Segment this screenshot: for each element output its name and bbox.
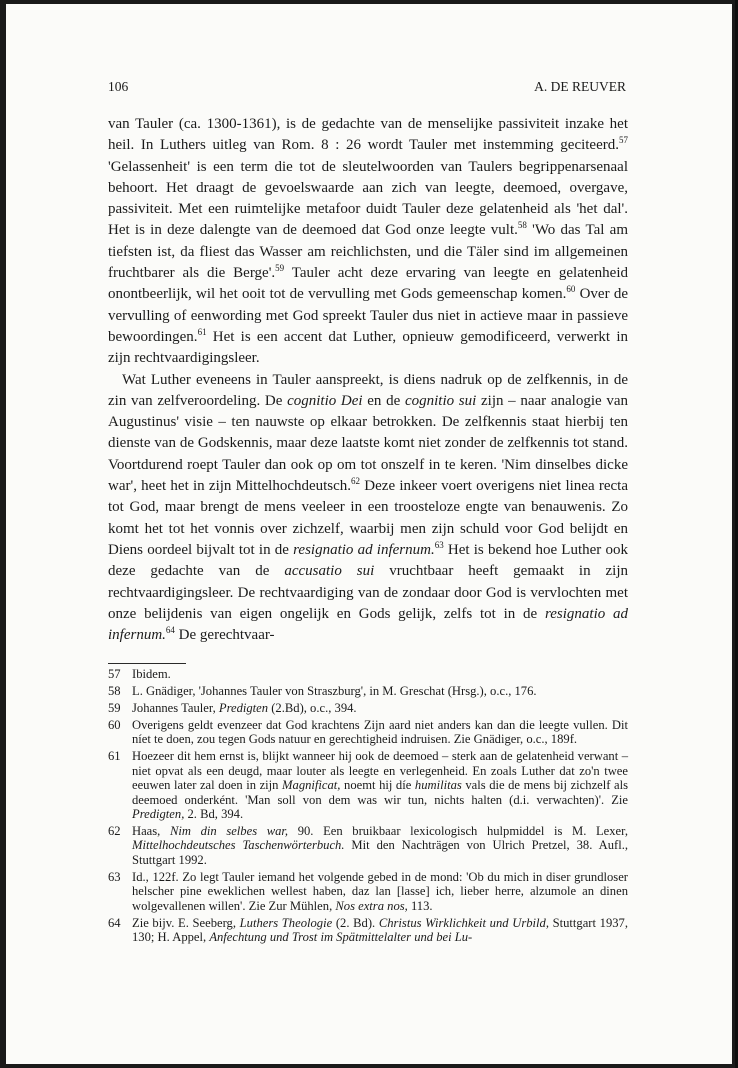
italic-run: resignatio ad infernum. (108, 605, 629, 644)
footnote-text (132, 749, 628, 821)
footnote-ref: 63 (434, 539, 444, 550)
text-run: Hoezeer dit hem ernst is, blijkt wanneer hij ook de deemoed – sterk aan de gelatenheid verwant – niet opvat als een deugd, maar louter als leegte en verlegenheid. En zoals Luther dat zo'n twee eeuwen later zal doen in zijn (132, 749, 628, 793)
italic-run: Magnificat, (282, 778, 341, 793)
text-run: Over de vervulling of eenwording met God spreekt Tauler dus niet in actieve maar in passieve bewoordingen. (108, 286, 628, 345)
italic-run: cognitio sui (404, 392, 477, 409)
footnote-number: 60 (108, 718, 121, 732)
text-run: (2. Bd). (332, 915, 379, 930)
footnote-ref: 61 (197, 326, 207, 337)
footnote-ref: 58 (517, 220, 527, 231)
footnote-number: 59 (108, 701, 121, 715)
footnote (108, 749, 628, 821)
text-run: 'Wo das Tal am tiefsten ist, da fliest das Wasser am reichlichsten, und die Täler sind im allgemeinen fruchtbarer als die Berge'. (108, 222, 629, 282)
italic-run: Luthers Theologie (239, 915, 333, 930)
footnote-text (132, 916, 628, 945)
text-run: Deze inkeer voert overigens niet linea recta tot God, maar brengt de mens veeleer in een troosteloze engte van benauwenis. Zo komt het tot het vonnis over zichzelf, waarbij men zijn schuld voor God belijdt en Diens oordeel bijvalt tot in de (108, 478, 628, 558)
italic-run: Predigten, (132, 807, 185, 822)
text-run: vals die de mens bij zichzelf als deemoed onderként. 'Man soll von dem was wir tun, nichts halten (d.i. verwachten)'. Zie (132, 778, 628, 807)
footnote-ref: 59 (275, 263, 285, 274)
footnote (108, 718, 628, 747)
text-run: Tauler acht deze ervaring van leegte en gelatenheid onontbeerlijk, wil het ooit tot de vervulling met Gods gemeenschap komen. (108, 265, 628, 303)
text-run: Het is bekend hoe Luther ook deze gedachte van de (108, 541, 628, 580)
italic-run: Christus Wirklichkeit und Urbild, (378, 915, 549, 930)
footnote-ref: 62 (351, 476, 361, 487)
text-run: (2.Bd), o.c., 394. (268, 701, 357, 715)
footnote-number: 64 (108, 915, 121, 930)
italic-run: humilitas (414, 778, 462, 793)
italic-run: accusatio sui (284, 563, 375, 580)
footnote-number: 58 (108, 684, 121, 698)
text-run: Mit den Nachträgen von Ulrich Pretzel, 38. Aufl., Stuttgart 1992. (132, 838, 629, 867)
text-run: en de (362, 392, 405, 409)
footnote (108, 701, 628, 715)
text-run: vruchtbaar heeft gemaakt in zijn rechtvaardigingsleer. De rechtvaardiging van de zondaar door God is vervlochten met onze belijdenis van eigen ongelijk en Gods gelijk, zelfs tot in de (108, 563, 629, 622)
italic-run: cognitio Dei (287, 392, 363, 409)
footnote (108, 916, 628, 945)
footnote-number: 57 (108, 667, 121, 681)
footnote-rule (108, 663, 186, 664)
footnote-text (132, 824, 628, 867)
paragraph (108, 370, 628, 647)
text-run: L. Gnädiger, 'Johannes Tauler von Straszburg', in M. Greschat (Hrsg.), o.c., 176. (132, 684, 537, 698)
text-run: Haas, (132, 824, 170, 839)
italic-run: resignatio ad infernum. (293, 541, 435, 558)
footnote-text (132, 701, 628, 715)
running-header (108, 79, 626, 95)
text-run: Ibidem. (132, 667, 171, 681)
text-run: Het is een accent dat Luther, opnieuw gemodificeerd, verwerkt in zijn rechtvaardigingsleer. (108, 328, 628, 367)
footnote-text (132, 718, 628, 747)
footnote (108, 667, 628, 681)
text-run: Wat Luther eveneens in Tauler aanspreekt, is diens nadruk op de zelfkennis, in de zin van zelfveroordeling. De (108, 371, 628, 409)
footnote-ref: 64 (165, 625, 175, 636)
italic-run: Mittelhochdeutsches Taschenwörterbuch. (132, 838, 345, 853)
footnote-text (132, 667, 628, 681)
footnote-number: 61 (108, 749, 121, 764)
paragraph (108, 114, 628, 370)
body-text (108, 114, 628, 646)
text-run: 90. Een bruikbaar lexicologisch hulpmiddel is M. Lexer, (288, 824, 628, 839)
text-run: Stuttgart 1937, 130; H. Appel, (132, 915, 628, 945)
footnote-ref: 60 (566, 284, 576, 295)
footnote-text (132, 870, 628, 913)
text-run: Johannes Tauler, (132, 701, 219, 715)
italic-run: Nos extra nos, (335, 898, 408, 913)
footnote-text (132, 684, 628, 698)
running-head: A. DE REUVER (534, 79, 626, 94)
text-run: 113. (407, 898, 433, 913)
text-run: De gerechtvaar- (174, 627, 275, 644)
text-run: 2. Bd, 394. (184, 807, 244, 822)
italic-run: Anfechtung und Trost im Spätmittelalter und bei Lu- (209, 930, 473, 945)
footnote (108, 824, 628, 867)
text-run: Zie bijv. E. Seeberg, (132, 915, 240, 930)
text-run: Id., 122f. Zo legt Tauler iemand het volgende gebed in de mond: 'Ob du mich in diser grundloser helscher pine eweklichen wellest haben, daz lan [lasse] ich, lieber herre, alzumole an dinen wolgevallenen willen'. Zie Zur Mühlen, (132, 869, 628, 913)
footnote (108, 870, 628, 913)
text-run: van Tauler (ca. 1300-1361), is de gedachte van de menselijke passiviteit inzake het heil. In Luthers uitleg van Rom. 8 : 26 wordt Tauler met instemming geciteerd. (108, 116, 628, 154)
footnote-number: 62 (108, 824, 121, 839)
page-number: 106 (108, 79, 129, 94)
text-run: Overigens geldt evenzeer dat God krachtens Zijn aard niet anders kan dan die leegte vullen. Dit níet te doen, zou tegen Gods natuur en gerechtigheid indruisen. Zie Gnädiger, o.c., 189f. (132, 718, 628, 747)
footnote-ref: 57 (619, 135, 628, 146)
footnote-number: 63 (108, 869, 121, 884)
footnotes (108, 667, 628, 947)
footnote (108, 684, 628, 698)
italic-run: Nim din selbes war, (169, 824, 289, 839)
text-run: 'Gelassenheit' is een term die tot de sleutelwoorden van Taulers begrippenarsenaal behoort. Het draagt de gevoelswaarde aan zich van leegte, deemoed, overgave, passiviteit. Met een ruimtelijke metafoor duidt Tauler deze gelatenheid als 'het dal'. Het is in deze dalengte van de deemoed dat God onze leegte vult. (108, 158, 628, 239)
text-run: zijn – naar analogie van Augustinus' visie – ten nauwste op elkaar betrokken. De zelfkennis staat hierbij ten dienste van de Godskennis, maar deze laatste komt niet zonder de zelfkennis tot stand. Voortdurend roept Tauler dan ook op om tot onszelf in te keren. 'Nim dinselbes dicke war', heet het in zijn Mittelhochdeutsch. (108, 392, 628, 495)
text-run: noemt hij díe (340, 778, 415, 793)
italic-run: Predigten (218, 701, 269, 715)
